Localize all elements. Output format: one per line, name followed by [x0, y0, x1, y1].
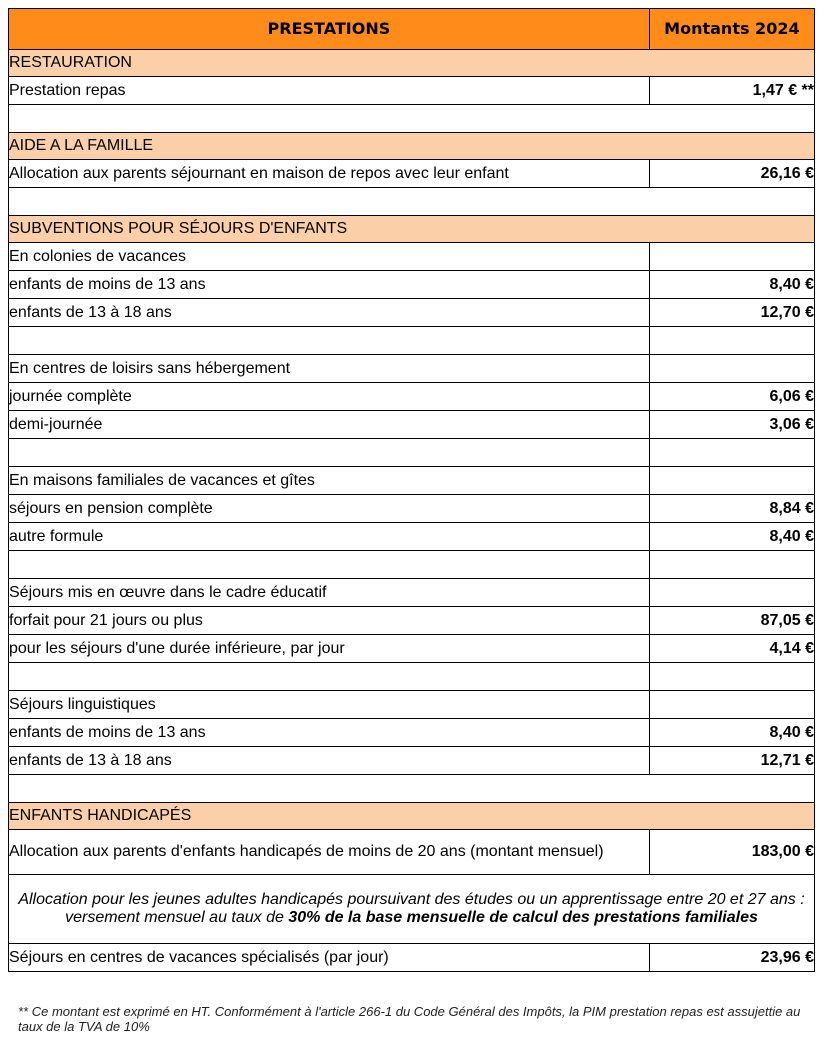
row-label: Allocation aux parents d'enfants handicapés de moins de 20 ans (montant mensuel) — [9, 830, 650, 875]
table-row — [9, 944, 815, 972]
section-restauration — [9, 50, 815, 77]
row-label: enfants de moins de 13 ans — [9, 719, 650, 747]
note-cell — [9, 875, 815, 944]
note-row — [9, 875, 815, 944]
table-row — [9, 719, 815, 747]
row-label: enfants de 13 à 18 ans — [9, 299, 650, 327]
row-value: 12,70 € — [649, 299, 814, 327]
row-label: Prestation repas — [9, 77, 650, 105]
row-label: Séjours en centres de vacances spécialisés (par jour) — [9, 944, 650, 972]
note-bold-text: 30% de la base mensuelle de calcul des prestations familiales — [288, 909, 758, 926]
row-value: 183,00 € — [649, 830, 814, 875]
table-row — [9, 830, 815, 875]
table-row — [9, 411, 815, 439]
table-row — [9, 635, 815, 663]
table-row — [9, 495, 815, 523]
spacer-row — [9, 105, 815, 133]
prestations-table — [8, 8, 815, 972]
section-aide-famille — [9, 133, 815, 160]
spacer-row — [9, 775, 815, 803]
row-label: enfants de moins de 13 ans — [9, 271, 650, 299]
spacer-row — [9, 663, 815, 691]
spacer-row — [9, 327, 815, 355]
group-heading: En centres de loisirs sans hébergement — [9, 355, 650, 383]
table-row — [9, 77, 815, 105]
row-value: 8,84 € — [649, 495, 814, 523]
section-title: ENFANTS HANDICAPÉS — [9, 803, 815, 830]
group-heading: Séjours mis en œuvre dans le cadre éducatif — [9, 579, 650, 607]
section-title: SUBVENTIONS POUR SÉJOURS D'ENFANTS — [9, 216, 815, 243]
row-label: Allocation aux parents séjournant en maison de repos avec leur enfant — [9, 160, 650, 188]
section-title: RESTAURATION — [9, 50, 815, 77]
row-value: 26,16 € — [649, 160, 814, 188]
spacer-row — [9, 551, 815, 579]
section-sejours-enfants — [9, 216, 815, 243]
table-row — [9, 383, 815, 411]
row-value: 12,71 € — [649, 747, 814, 775]
table-row — [9, 299, 815, 327]
table-row — [9, 523, 815, 551]
row-value: 23,96 € — [649, 944, 814, 972]
row-label: journée complète — [9, 383, 650, 411]
header-montants: Montants 2024 — [649, 9, 814, 50]
group-heading: Séjours linguistiques — [9, 691, 650, 719]
note-text: Allocation pour les jeunes adultes handicapés poursuivant des études ou un apprentissage entre 20 et 27 ans : versement mensuel au taux de — [18, 891, 805, 926]
table-row — [9, 607, 815, 635]
group-heading: En maisons familiales de vacances et gîtes — [9, 467, 650, 495]
row-value: 8,40 € — [649, 271, 814, 299]
row-label: demi-journée — [9, 411, 650, 439]
table-row — [9, 747, 815, 775]
row-label: autre formule — [9, 523, 650, 551]
row-value: 8,40 € — [649, 719, 814, 747]
spacer-row — [9, 188, 815, 216]
section-title: AIDE A LA FAMILLE — [9, 133, 815, 160]
row-value: 87,05 € — [649, 607, 814, 635]
row-label: séjours en pension complète — [9, 495, 650, 523]
row-value: 1,47 € ** — [649, 77, 814, 105]
group-heading-row — [9, 355, 815, 383]
header-prestations: PRESTATIONS — [9, 9, 650, 50]
table-row — [9, 160, 815, 188]
group-heading-row — [9, 579, 815, 607]
table-header — [9, 9, 815, 50]
row-label: forfait pour 21 jours ou plus — [9, 607, 650, 635]
spacer-row — [9, 439, 815, 467]
group-heading-row — [9, 467, 815, 495]
row-value: 6,06 € — [649, 383, 814, 411]
footnote: ** Ce montant est exprimé en HT. Conformément à l'article 266-1 du Code Général des Impôts, la PIM prestation repas est assujettie au taux de la TVA de 10% — [18, 1004, 801, 1034]
row-label: enfants de 13 à 18 ans — [9, 747, 650, 775]
section-enfants-handicapes — [9, 803, 815, 830]
row-value: 4,14 € — [649, 635, 814, 663]
group-heading: En colonies de vacances — [9, 243, 650, 271]
row-label: pour les séjours d'une durée inférieure, par jour — [9, 635, 650, 663]
row-value: 3,06 € — [649, 411, 814, 439]
group-heading-row — [9, 243, 815, 271]
row-value: 8,40 € — [649, 523, 814, 551]
group-heading-row — [9, 691, 815, 719]
table-row — [9, 271, 815, 299]
